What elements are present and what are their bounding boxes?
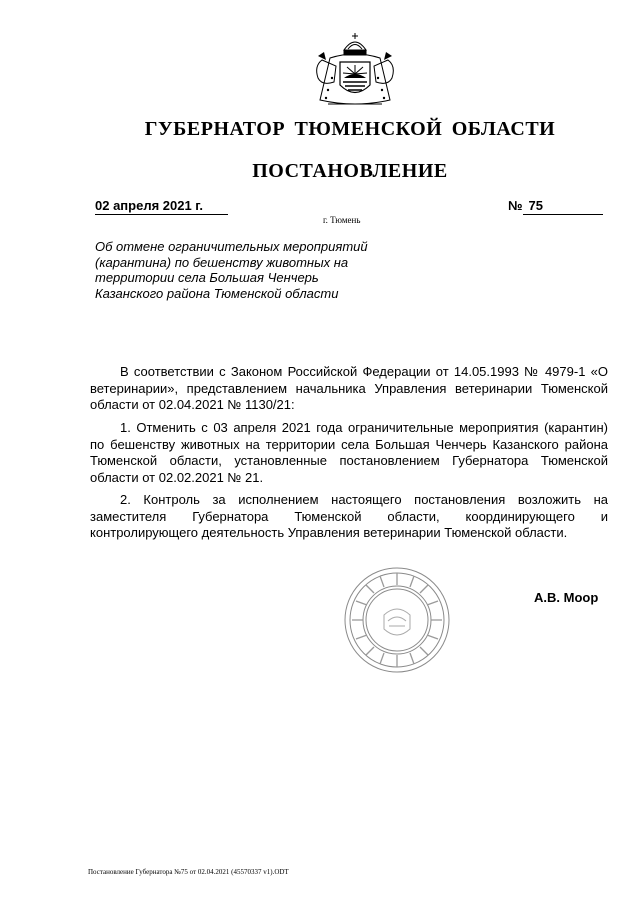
document-type-title: ПОСТАНОВЛЕНИЕ (252, 160, 448, 182)
preamble-text: В соответствии с Законом Российской Федерации от 14.05.1993 № 4979-1 «О ветеринарии», представлением начальника Управления ветеринарии Тюменской области от 02.04.2021 № 1130/21: (90, 364, 608, 412)
body-item-2 (90, 492, 608, 542)
document-number (508, 198, 603, 215)
item-1-text: 1. Отменить с 03 апреля 2021 года ограничительные мероприятия (карантин) по бешенству животных на территории села Большая Ченчерь Казанского района Тюменской области, установленные постановлением Губернатора Тюменской области от 02.02.2021 № 21. (90, 420, 608, 485)
coat-of-arms-icon (300, 30, 410, 110)
footer-file-info: Постановление Губернатора №75 от 02.04.2021 (45570337 v1).ODT (88, 868, 289, 876)
number-value: 75 (523, 198, 603, 215)
body-preamble (90, 364, 608, 414)
signer-name: А.В. Моор (534, 590, 599, 605)
item-2-text: 2. Контроль за исполнением настоящего постановления возложить на заместителя Губернатора Тюменской области, координирующего и контролирующего деятельность Управления ветеринарии Тюменской области. (90, 492, 608, 540)
number-label: № (508, 198, 523, 213)
official-seal-icon (342, 565, 452, 675)
document-city: г. Тюмень (323, 215, 361, 225)
document-date: 02 апреля 2021 г. (95, 198, 228, 215)
body-item-1 (90, 420, 608, 486)
issuer-title: ГУБЕРНАТОР ТЮМЕНСКОЙ ОБЛАСТИ (144, 118, 556, 140)
document-subject: Об отмене ограничительных мероприятий (карантина) по бешенству животных на территории села Большая Ченчерь Казанского района Тюменской области (95, 239, 368, 301)
